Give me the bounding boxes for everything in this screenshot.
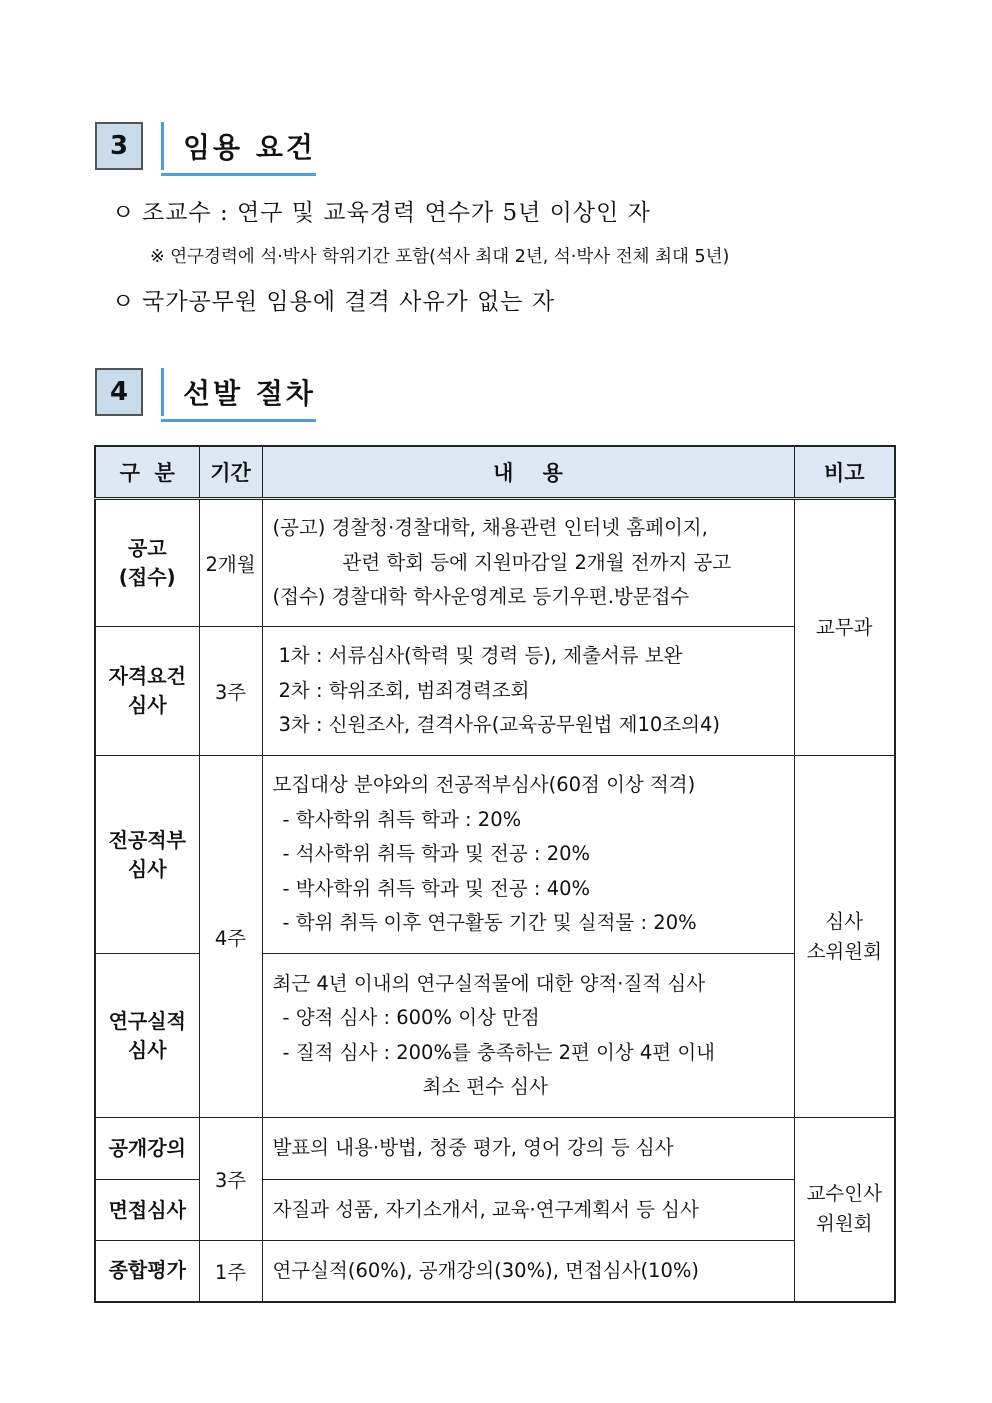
content-line: 발표의 내용·방법, 청중 평가, 영어 강의 등 심사 [272, 1136, 674, 1160]
content-line: - 질적 심사 : 200%를 충족하는 2편 이상 4편 이내 [282, 1040, 716, 1064]
section-title-bar [161, 122, 164, 170]
content-line: 모집대상 분야와의 전공적부심사(60점 이상 적격) [272, 773, 696, 797]
selection-procedure-table [94, 445, 896, 1303]
row-category: 종합평가 [95, 1241, 199, 1302]
section-title-underline [161, 419, 316, 422]
row-content [262, 756, 794, 954]
section-title-bar [161, 368, 164, 416]
section-number: 4 [95, 368, 143, 416]
row-period: 4주 [199, 756, 262, 1118]
section-title-wrap [161, 120, 316, 172]
row-content [262, 1241, 794, 1302]
bullet-text: 조교수 : 연구 및 교육경력 연수가 5년 이상인 자 [142, 200, 651, 226]
bullet-item [112, 283, 555, 316]
row-content [262, 499, 794, 627]
content-line: 자질과 성품, 자기소개서, 교육·연구계획서 등 심사 [272, 1197, 699, 1221]
category-line: 심사 [127, 1037, 167, 1062]
category-line: 자격요건 [108, 664, 186, 688]
table-row [95, 1241, 895, 1302]
content-line: 관련 학회 등에 지원마감일 2개월 전까지 공고 [342, 550, 732, 574]
row-period: 1주 [199, 1241, 262, 1302]
table-row [95, 627, 895, 756]
content-line: (공고) 경찰청·경찰대학, 채용관련 인터넷 홈페이지, [272, 516, 708, 540]
content-line: 최근 4년 이내의 연구실적물에 대한 양적·질적 심사 [272, 971, 706, 995]
content-line: - 학위 취득 이후 연구활동 기간 및 실적물 : 20% [282, 911, 697, 935]
category-line: 연구실적 [108, 1008, 186, 1033]
header-remarks: 비고 [794, 446, 895, 499]
remarks-line: 교수인사 [806, 1182, 882, 1206]
category-line: (접수) [118, 565, 176, 589]
bullet-marker: ㅇ [112, 200, 136, 226]
section-number: 3 [95, 122, 143, 170]
header-category: 구 분 [95, 446, 199, 499]
table-row [95, 1118, 895, 1180]
category-line: 심사 [127, 856, 167, 881]
remarks-personnel-committee [794, 1118, 895, 1302]
row-category [95, 499, 199, 627]
category-line: 공고 [127, 536, 167, 560]
content-line: 1차 : 서류심사(학력 및 경력 등), 제출서류 보완 [278, 644, 683, 668]
content-line: 연구실적(60%), 공개강의(30%), 면접심사(10%) [272, 1258, 700, 1282]
row-category: 공개강의 [95, 1118, 199, 1180]
content-line: - 학사학위 취득 학과 : 20% [282, 807, 522, 831]
row-period: 3주 [199, 627, 262, 756]
content-line: - 양적 심사 : 600% 이상 만점 [282, 1006, 540, 1029]
category-line: 전공적부 [108, 827, 186, 852]
row-content [262, 1118, 794, 1180]
section-title: 임용 요건 [183, 131, 316, 164]
table-row [95, 499, 895, 627]
row-category [95, 756, 199, 954]
table-row [95, 756, 895, 954]
note-text: ※ 연구경력에 석·박사 학위기간 포함(석사 최대 2년, 석·박사 전체 최대 5년) [150, 247, 730, 267]
row-category: 면접심사 [95, 1180, 199, 1241]
content-line: 2차 : 학위조회, 범죄경력조회 [278, 678, 530, 702]
section-3-header [95, 120, 316, 172]
content-line: (접수) 경찰대학 학사운영계로 등기우편.방문접수 [272, 585, 690, 609]
content-line: - 박사학위 취득 학과 및 전공 : 40% [282, 876, 591, 900]
category-line: 심사 [127, 693, 167, 717]
section-title-underline [161, 173, 316, 176]
row-content [262, 1180, 794, 1241]
row-period: 2개월 [199, 499, 262, 627]
row-category [95, 954, 199, 1118]
row-content [262, 954, 794, 1118]
bullet-text: 국가공무원 임용에 결격 사유가 없는 자 [142, 289, 556, 315]
table-header-row [95, 446, 895, 499]
section-title: 선발 절차 [183, 377, 316, 410]
header-content: 내 용 [262, 446, 794, 499]
section-title-wrap [161, 366, 316, 418]
section-4-header [95, 366, 316, 418]
bullet-marker: ㅇ [112, 289, 136, 315]
content-line: - 석사학위 취득 학과 및 전공 : 20% [282, 842, 591, 866]
bullet-item [112, 194, 651, 227]
content-line: 3차 : 신원조사, 결격사유(교육공무원법 제10조의4) [278, 713, 720, 737]
header-period: 기간 [199, 446, 262, 499]
content-line: 최소 편수 심사 [422, 1075, 548, 1098]
remarks-review-subcommittee [794, 756, 895, 1118]
remarks-line: 심사 [825, 909, 864, 933]
remarks-line: 소위원회 [806, 939, 882, 963]
row-content [262, 627, 794, 756]
remarks-academic-affairs: 교무과 [794, 499, 895, 756]
remarks-line: 위원회 [815, 1212, 873, 1236]
row-category [95, 627, 199, 756]
row-period: 3주 [199, 1118, 262, 1241]
